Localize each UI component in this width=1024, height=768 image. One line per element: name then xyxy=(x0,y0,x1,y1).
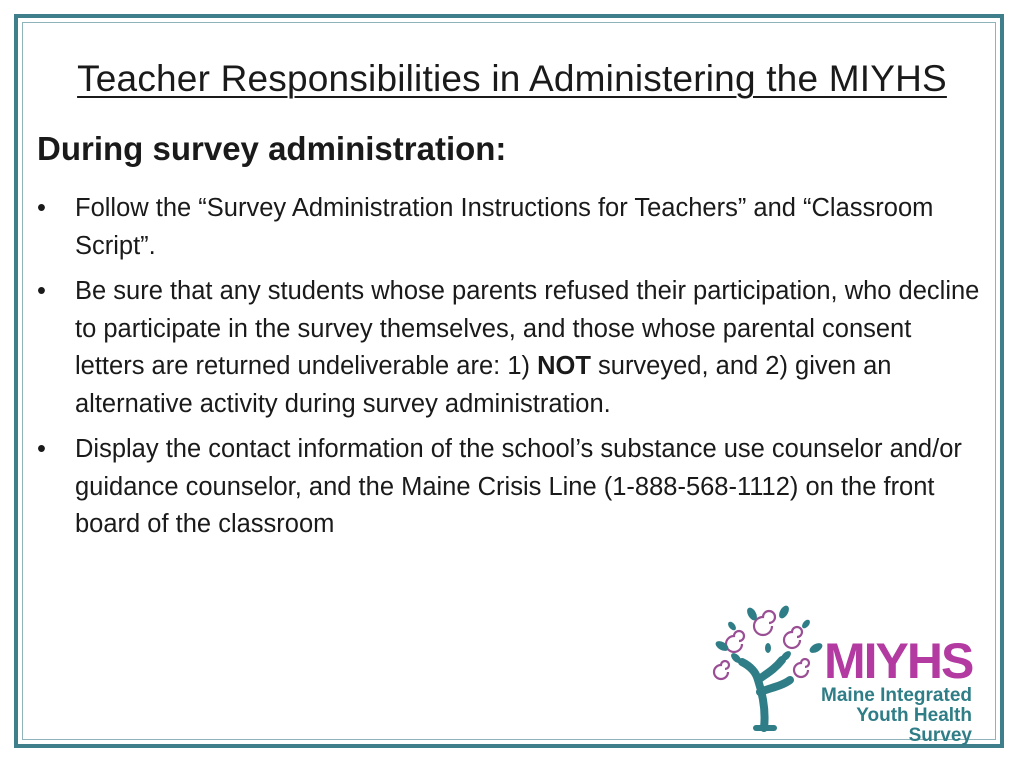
section-heading: During survey administration: xyxy=(37,130,507,167)
bullet-item xyxy=(37,273,987,423)
bullet-text-end: surveyed, and 2) given an alternative activity during survey administration. xyxy=(75,352,892,418)
bullet-list xyxy=(37,190,987,552)
logo-tagline-line2: Youth Health Survey xyxy=(856,705,972,746)
bullet-text-start: Be sure that any students whose parents refused their participation, who decline to participate in the survey themselves, and those whose parental consent letters are returned undeliverable are: 1) xyxy=(75,277,980,380)
logo-tagline-line1: Maine Integrated xyxy=(821,685,972,706)
slide-title: Teacher Responsibilities in Administering the MIYHS xyxy=(77,58,947,99)
bullet-marker: • xyxy=(37,277,46,305)
bullet-item xyxy=(37,190,987,265)
miyhs-logo xyxy=(712,600,982,746)
logo-wordmark: MIYHS xyxy=(824,633,973,689)
bullet-emphasis: NOT xyxy=(537,352,591,380)
bullet-text: Display the contact information of the school’s substance use counselor and/or guidance counselor, and the Maine Crisis Line (1-888-568-1112) on the front board of the classroom xyxy=(75,435,962,538)
bullet-marker: • xyxy=(37,194,46,222)
bullet-text: Follow the “Survey Administration Instructions for Teachers” and “Classroom Script”. xyxy=(75,194,934,260)
bullet-item xyxy=(37,431,987,544)
logo-tagline xyxy=(792,686,972,746)
bullet-marker: • xyxy=(37,435,46,463)
